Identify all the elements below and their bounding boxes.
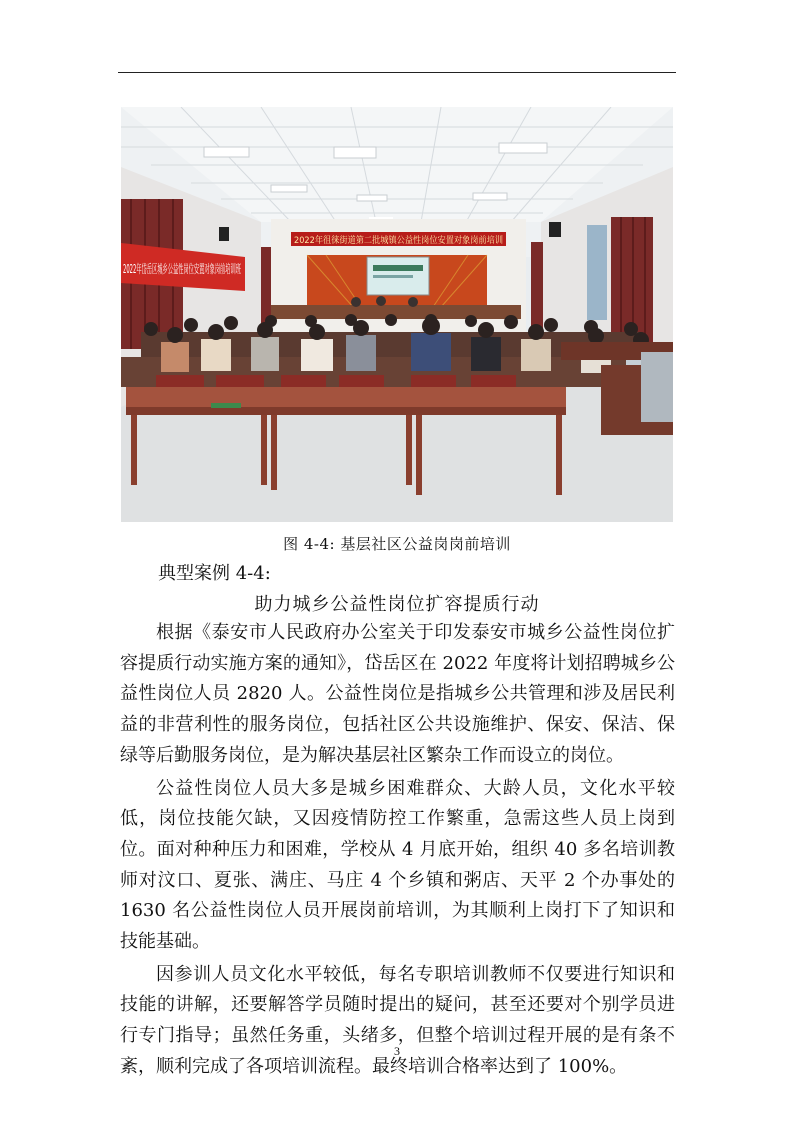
header-rule — [118, 72, 676, 73]
side-banner-text — [123, 261, 241, 276]
paragraph: 因参训人员文化水平较低，每名专职培训教师不仅要进行知识和技能的讲解，还要解答学员随时提出的疑问，甚至还要对个别学员进行专门指导；虽然任务重，头绪多，但整个培训过程开展的是有条不紊，顺利完成了各项培训流程。最终培训合格率达到了 100%。 — [120, 963, 675, 1077]
training-photo — [121, 107, 673, 522]
body-text — [120, 618, 675, 1085]
paragraph: 根据《泰安市人民政府办公室关于印发泰安市城乡公益性岗位扩容提质行动实施方案的通知》，岱岳区在 2022 年度将计划招聘城乡公益性岗位人员 2820 人。公益性岗位是指城乡公共管理和涉及居民利益的非营利性的服务岗位，包括社区公共设施维护、保安、保洁、保绿等后勤服务岗位，是为解决基层社区繁杂工作而设立的岗位。 — [120, 622, 675, 766]
stage-banner-text: 2022年徂徕街道第二批城镇公益性岗位安置对象岗前培训 — [294, 236, 524, 246]
paragraph: 公益性岗位人员大多是城乡困难群众、大龄人员，文化水平较低，岗位技能欠缺，又因疫情防控工作繁重，急需这些人员上岗到位。面对种种压力和困难，学校从 4 月底开始，组织 40 多名培训教师对汶口、夏张、满庄、马庄 4 个乡镇和粥店、天平 2 个办事处的 1630 名公益性岗位人员开展岗前培训，为其顺利上岗打下了知识和技能基础。 — [120, 777, 675, 953]
case-label: 典型案例 4-4: — [158, 563, 271, 584]
figure-caption: 图 4-4: 基层社区公益岗岗前培训 — [283, 535, 511, 553]
page-number: 3 — [394, 1044, 400, 1058]
case-title: 助力城乡公益性岗位扩容提质行动 — [254, 594, 540, 615]
